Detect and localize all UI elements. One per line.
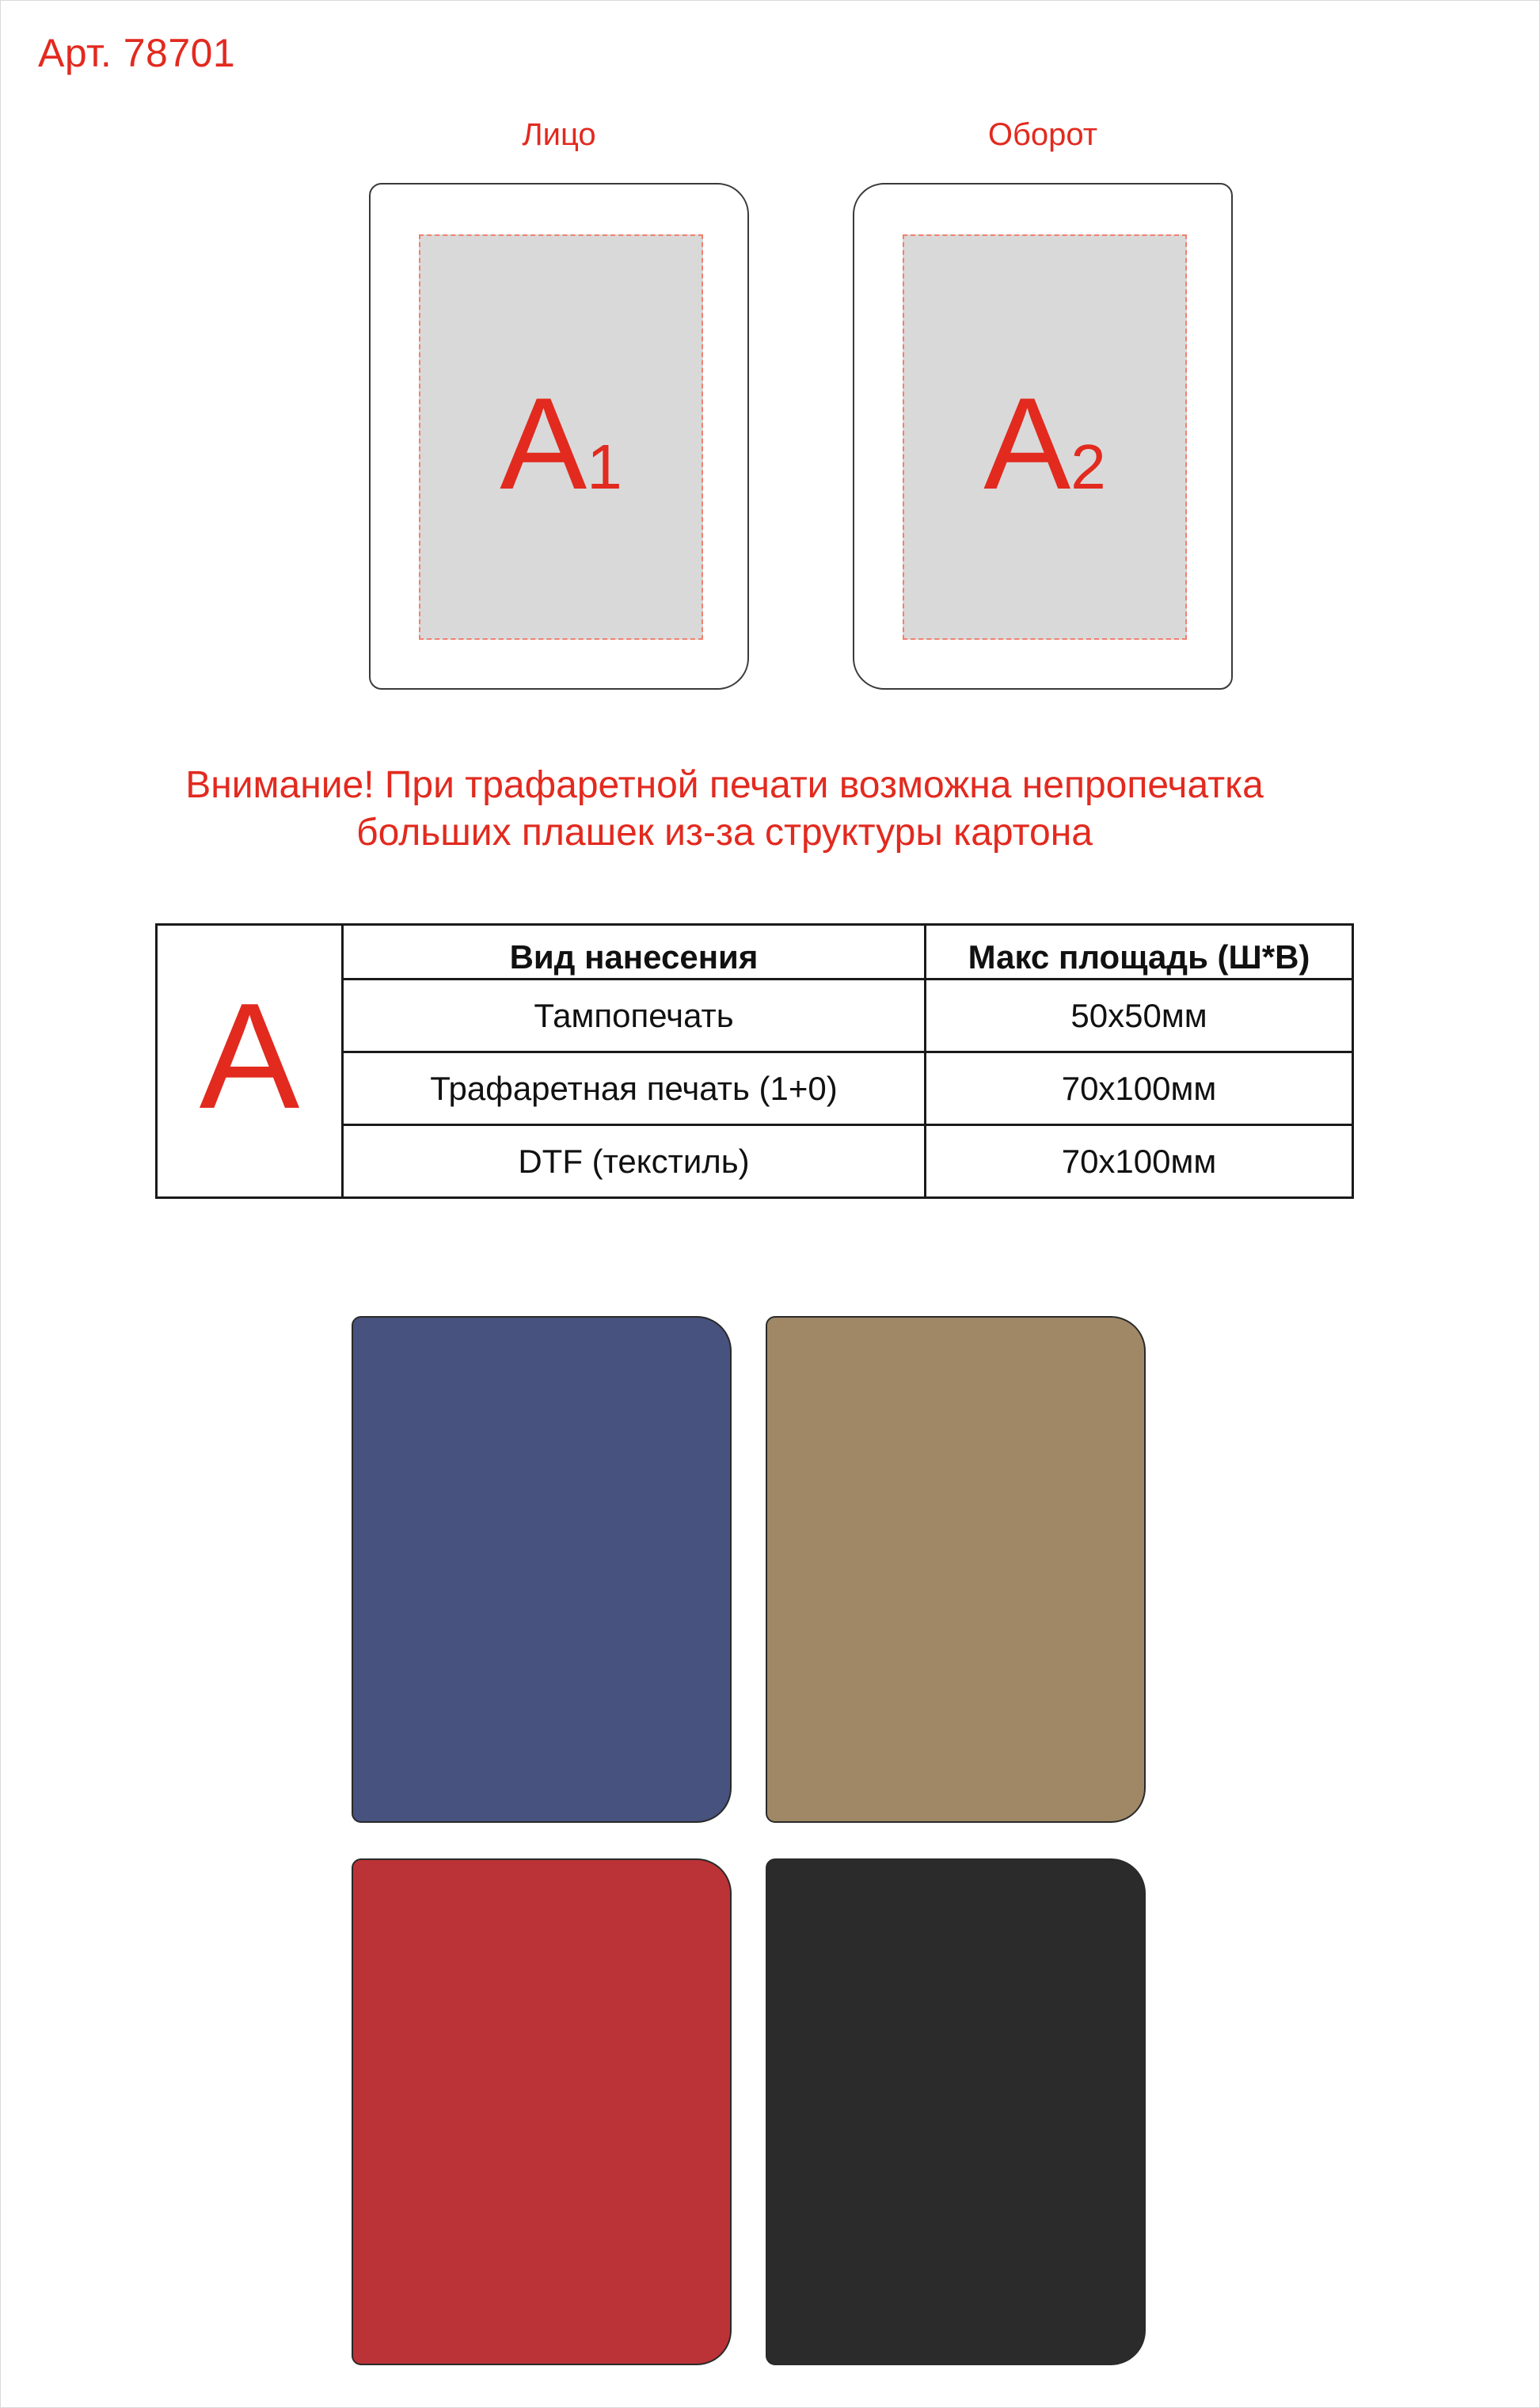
color-swatch-black (766, 1858, 1146, 2365)
method-cell: DTF (текстиль) (343, 1125, 926, 1198)
zone-index: 1 (587, 432, 622, 502)
product-mockup-back (853, 183, 1233, 690)
color-swatch-red (352, 1858, 732, 2365)
area-cell: 70x100мм (926, 1125, 1353, 1198)
area-cell: 50x50мм (926, 980, 1353, 1052)
header-method: Вид нанесения (343, 925, 926, 980)
header-max-area: Макс площадь (Ш*В) (926, 925, 1353, 980)
warning-line-1: Внимание! При трафаретной печати возможна непропечатка (185, 764, 1264, 806)
table-header-row (157, 925, 1353, 980)
color-swatch-blue (352, 1316, 732, 1823)
zone-letter-large: A (199, 972, 300, 1140)
area-cell: 70x100мм (926, 1052, 1353, 1125)
color-swatch-kraft (766, 1316, 1146, 1823)
zone-cell (157, 925, 343, 1198)
method-cell: Тампопечать (343, 980, 926, 1052)
zone-letter: A (500, 371, 587, 516)
warning-notice (0, 762, 1449, 857)
warning-line-2: больших плашек из-за структуры картона (356, 812, 1093, 854)
article-number: Арт. 78701 (38, 31, 236, 75)
print-zone-a2 (903, 234, 1187, 640)
side-label-back: Оборот (987, 117, 1098, 152)
method-cell: Трафаретная печать (1+0) (343, 1052, 926, 1125)
print-methods-table (155, 923, 1354, 1199)
side-label-face: Лицо (522, 117, 596, 152)
zone-index: 2 (1070, 432, 1106, 502)
product-mockup-face (369, 183, 749, 690)
zone-marker-a2 (904, 371, 1185, 516)
zone-marker-a1 (420, 371, 702, 516)
zone-letter: A (983, 371, 1071, 516)
print-zone-a1 (419, 234, 703, 640)
